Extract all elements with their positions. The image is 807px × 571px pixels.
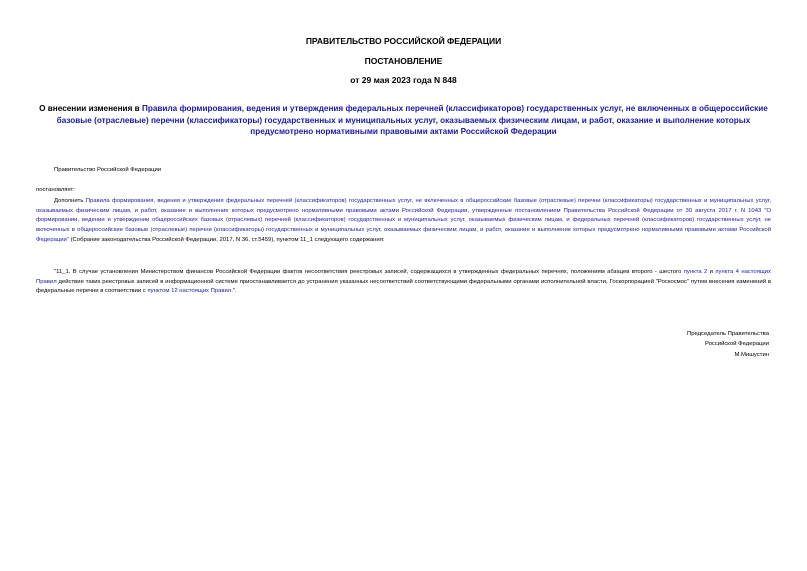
government-line: Правительство Российской Федерации (54, 167, 162, 173)
document-title (36, 103, 771, 138)
main-paragraph (36, 197, 771, 246)
quote-text-4: .". (231, 288, 237, 295)
rules-resolution-link[interactable]: Правила формирования, ведения и утверждения федеральных перечней (классификаторов) государственных услуг, не включенных в общероссийские базовые (отраслевые) перечни (классификаторы) государственных и муниципальных услуг, оказываемых физическим лицам, и работ, оказание и выполнение которых предусмотрено нормативными правовыми актами Российской Федерации, утвержденные постановлением Правительства Российской Федерации от 30 августа 2017 г. N 1043 "О формировании, ведении и утверждении общероссийских базовых (отраслевых) перечней (классификаторов) государственных и муниципальных услуг, оказываемых физическим лицам, и федеральных перечней (классификаторов) государственных услуг, не включенных в общероссийские базовые (отраслевые) перечни (классификаторы) государственных и муниципальных услуг, оказываемых физическим лицам, и работ, оказание и выполнение которых предусмотрено нормативными правовыми актами Российской Федерации" (36, 198, 771, 243)
government-heading: ПРАВИТЕЛЬСТВО РОССИЙСКОЙ ФЕДЕРАЦИИ (305, 36, 502, 46)
signature-position: Председатель Правительства (686, 331, 769, 337)
signature-block (569, 329, 769, 360)
document-date-number: от 29 мая 2023 года N 848 (350, 75, 457, 85)
point-12-link[interactable]: пунктом 12 настоящих Правил (147, 288, 232, 295)
signature-country: Российской Федерации (704, 341, 769, 348)
quote-text-2: и (707, 269, 716, 275)
point-4-link[interactable]: пункта 4 настоящих Правил (36, 269, 771, 285)
title-rules-link[interactable]: Правила формирования, ведения и утверждения федеральных перечней (классификаторов) государственных услуг, не включенных в общероссийские базовые (отраслевые) перечни (классификаторы) государственных и муниципальных услуг, оказываемых физическим лицам, и работ, оказание и выполнение которых предусмотрено нормативными правовыми актами Российской Федерации (56, 104, 768, 137)
point-2-link[interactable]: пункта 2 (683, 269, 708, 275)
resolves-line: постановляет: (36, 187, 75, 193)
signature-name: М.Мишустин (734, 351, 769, 358)
quote-text-3: действие таких реестровых записей в информационной системе приостанавливается до устранения указанных несоответствий соответствующими федеральными органами исполнительной власти, Госкорпорацией "Роскосмос" путем внесения изменений в федеральные перечни в соответствии с (36, 278, 771, 295)
main-prefix: Дополнить (54, 198, 86, 204)
title-prefix: О внесении изменения в (39, 104, 142, 113)
quoted-paragraph (36, 268, 771, 297)
quote-text-1: "11_1. В случае установления Министерством финансов Российской Федерации фактов несоответствия реестровых записей, содержащихся в утвержденных федеральных перечнях, положениям абзацев второго - шестого (54, 269, 684, 275)
main-suffix: (Собрание законодательства Российской Федерации, 2017, N 36, ст.5459), пунктом 11_1 следующего содержания: (68, 236, 385, 243)
document-type-heading: ПОСТАНОВЛЕНИЕ (364, 56, 443, 66)
